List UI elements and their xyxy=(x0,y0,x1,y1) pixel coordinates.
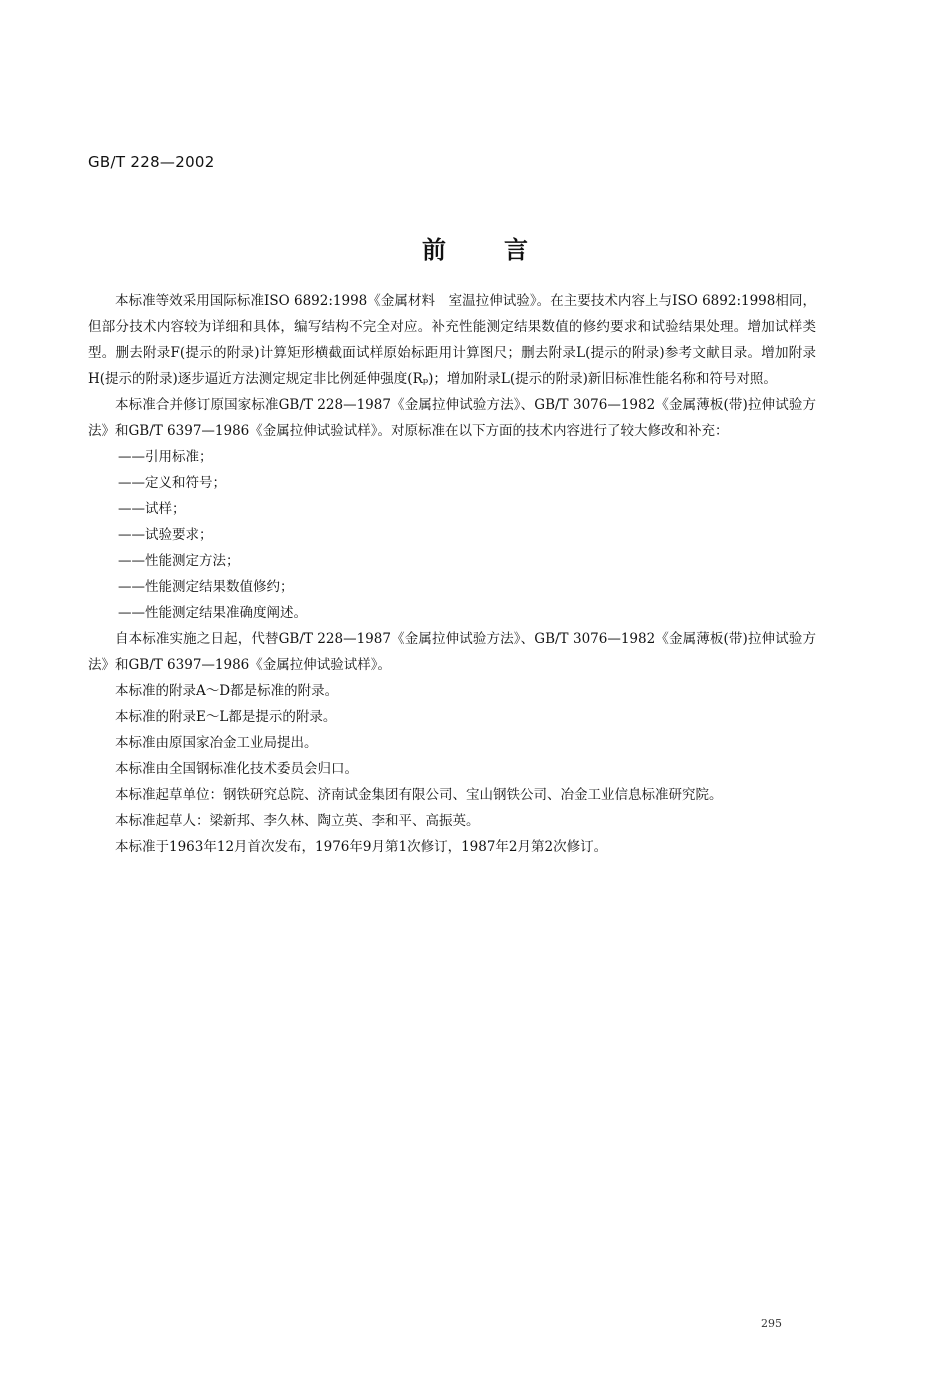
paragraph-replacement: 自本标准实施之日起，代替GB/T 228—1987《金属拉伸试验方法》、GB/T 3076—1982《金属薄板(带)拉伸试验方法》和GB/T 6397—1986《金属拉伸试验试样》。 xyxy=(88,631,816,673)
paragraph-history: 本标准于1963年12月首次发布，1976年9月第1次修订，1987年2月第2次修订。 xyxy=(115,839,608,855)
list-item: ——引用标准； xyxy=(118,449,213,465)
paragraph-informative-annexes: 本标准的附录E～L都是提示的附录。 xyxy=(115,709,337,725)
paragraph-drafters: 本标准起草人：梁新邦、李久林、陶立英、李和平、高振英。 xyxy=(115,813,480,829)
list-item: ——定义和符号； xyxy=(118,475,226,491)
page-number: 295 xyxy=(761,1317,782,1330)
title-char-1: 前 xyxy=(422,235,446,264)
document-code: GB/T 228—2002 xyxy=(88,153,215,171)
paragraph-drafting-units: 本标准起草单位：钢铁研究总院、济南试金集团有限公司、宝山钢铁公司、冶金工业信息标准研究院。 xyxy=(115,787,723,803)
list-item: ——试验要求； xyxy=(118,527,213,543)
foreword-body xyxy=(88,288,816,860)
title-char-2: 言 xyxy=(504,235,528,264)
list-item: ——性能测定结果数值修约； xyxy=(118,579,294,595)
list-item: ——试样； xyxy=(118,501,186,517)
list-item: ——性能测定结果准确度阐述。 xyxy=(118,605,307,621)
paragraph-proposed-by: 本标准由原国家冶金工业局提出。 xyxy=(115,735,318,751)
list-item: ——性能测定方法； xyxy=(118,553,240,569)
paragraph-normative-annexes: 本标准的附录A～D都是标准的附录。 xyxy=(115,683,339,699)
paragraph-merge: 本标准合并修订原国家标准GB/T 228—1987《金属拉伸试验方法》、GB/T 3076—1982《金属薄板(带)拉伸试验方法》和GB/T 6397—1986《金属拉伸试验试样》。对原标准在以下方面的技术内容进行了较大修改和补充： xyxy=(88,397,816,439)
paragraph-centralized-by: 本标准由全国钢标准化技术委员会归口。 xyxy=(115,761,358,777)
page-title xyxy=(0,230,950,265)
paragraph-adoption: 本标准等效采用国际标准ISO 6892:1998《金属材料 室温拉伸试验》。在主要技术内容上与ISO 6892:1998相同，但部分技术内容较为详细和具体，编写结构不完全对应。补充性能测定结果数值的修约要求和试验结果处理。增加试样类型。删去附录F(提示的附录)计算矩形横截面试样原始标距用计算图尺；删去附录L(提示的附录)参考文献目录。增加附录H(提示的附录)逐步逼近方法测定规定非比例延伸强度(Rₚ)；增加附录L(提示的附录)新旧标准性能名称和符号对照。 xyxy=(88,293,816,387)
